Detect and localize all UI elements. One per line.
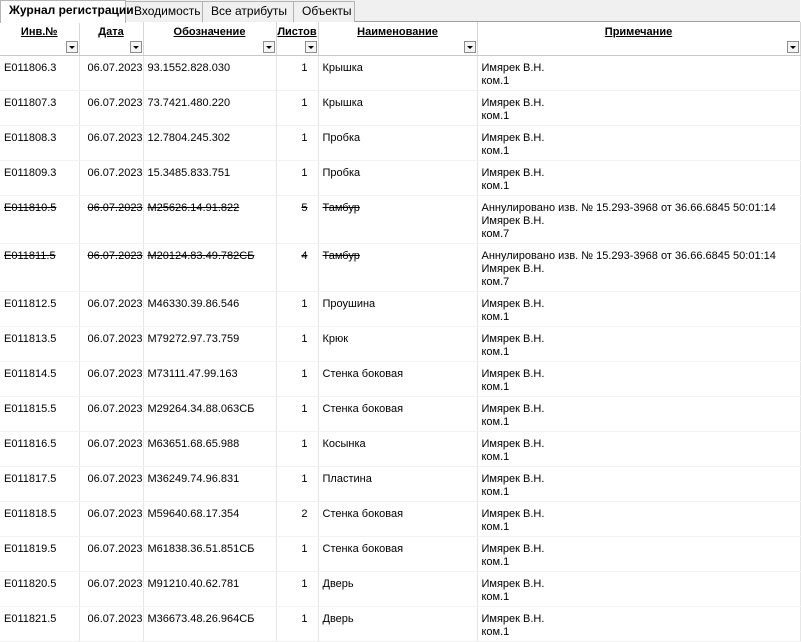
cell-date bbox=[79, 537, 143, 572]
cell-inv bbox=[0, 537, 79, 572]
cell-inv-text: E011806.3 bbox=[4, 62, 57, 74]
cell-inv bbox=[0, 126, 79, 161]
cell-inv-text: E011819.5 bbox=[4, 543, 57, 555]
cell-note bbox=[477, 607, 800, 642]
cell-inv-text: E011810.5 bbox=[4, 202, 57, 214]
table-body bbox=[0, 56, 800, 642]
cell-date-text: 06.07.2023 bbox=[87, 368, 143, 380]
cell-designation bbox=[143, 467, 276, 502]
column-header-inv[interactable] bbox=[0, 22, 79, 56]
cell-inv bbox=[0, 292, 79, 327]
cell-name bbox=[318, 397, 477, 432]
cell-name-text: Дверь bbox=[322, 613, 354, 625]
cell-sheets-text: 1 bbox=[301, 333, 308, 345]
cell-inv-text: E011818.5 bbox=[4, 508, 57, 520]
header-label-date: Дата bbox=[98, 26, 124, 38]
cell-name-text: Пластина bbox=[322, 473, 372, 485]
cell-name-text: Пробка bbox=[322, 132, 361, 144]
note-line: Имярек В.Н. bbox=[481, 132, 545, 144]
cell-sheets bbox=[276, 432, 318, 467]
cell-note bbox=[477, 292, 800, 327]
cell-note bbox=[477, 161, 800, 196]
note-line: Имярек В.Н. bbox=[481, 578, 545, 590]
note-line: ком.7 bbox=[481, 228, 510, 240]
cell-name bbox=[318, 502, 477, 537]
cell-date bbox=[79, 327, 143, 362]
cell-designation bbox=[143, 572, 276, 607]
note-line: ком.1 bbox=[481, 75, 510, 87]
tab-objects[interactable]: Объекты bbox=[293, 1, 355, 22]
filter-dropdown-sheets-icon[interactable] bbox=[305, 41, 317, 53]
cell-note bbox=[477, 467, 800, 502]
cell-inv-text: E011808.3 bbox=[4, 132, 57, 144]
cell-date-text: 06.07.2023 bbox=[87, 508, 143, 520]
table-row[interactable] bbox=[0, 244, 800, 292]
cell-designation-text: 73.7421.480.220 bbox=[147, 97, 231, 109]
note-line: Имярек В.Н. bbox=[481, 473, 545, 485]
table-row[interactable] bbox=[0, 161, 800, 196]
cell-sheets bbox=[276, 362, 318, 397]
note-line: Имярек В.Н. bbox=[481, 333, 545, 345]
cell-note bbox=[477, 56, 800, 91]
note-line: ком.1 bbox=[481, 556, 510, 568]
cell-date-text: 06.07.2023 bbox=[87, 613, 143, 625]
table-row[interactable] bbox=[0, 502, 800, 537]
cell-designation bbox=[143, 56, 276, 91]
cell-date bbox=[79, 362, 143, 397]
tab-all-attributes[interactable]: Все атрибуты bbox=[202, 1, 294, 22]
cell-note bbox=[477, 126, 800, 161]
cell-date-text: 06.07.2023 bbox=[87, 403, 143, 415]
note-line: Имярек В.Н. bbox=[481, 438, 545, 450]
table-row[interactable] bbox=[0, 292, 800, 327]
note-line: Аннулировано изв. № 15.293-3968 от 36.66.6845 50:01:14 bbox=[481, 202, 776, 214]
column-header-name[interactable] bbox=[318, 22, 477, 56]
note-line: Имярек В.Н. bbox=[481, 62, 545, 74]
cell-name bbox=[318, 572, 477, 607]
note-line: Имярек В.Н. bbox=[481, 543, 545, 555]
column-header-designation[interactable] bbox=[143, 22, 276, 56]
filter-dropdown-name-icon[interactable] bbox=[464, 41, 476, 53]
tab-registration-journal[interactable]: Журнал регистрации bbox=[0, 0, 126, 23]
cell-designation bbox=[143, 244, 276, 292]
cell-designation-text: M63651.68.65.988 bbox=[147, 438, 240, 450]
cell-name-text: Тамбур bbox=[322, 250, 360, 262]
cell-date bbox=[79, 126, 143, 161]
note-line: Имярек В.Н. bbox=[481, 403, 545, 415]
cell-designation bbox=[143, 91, 276, 126]
cell-date bbox=[79, 292, 143, 327]
table-row[interactable] bbox=[0, 432, 800, 467]
note-line: Имярек В.Н. bbox=[481, 298, 545, 310]
cell-inv-text: E011821.5 bbox=[4, 613, 57, 625]
cell-inv-text: E011814.5 bbox=[4, 368, 57, 380]
cell-name bbox=[318, 91, 477, 126]
cell-sheets bbox=[276, 572, 318, 607]
cell-inv bbox=[0, 161, 79, 196]
cell-name bbox=[318, 537, 477, 572]
header-label-sheets: Листов bbox=[277, 26, 317, 38]
cell-name bbox=[318, 126, 477, 161]
cell-sheets-text: 1 bbox=[301, 167, 308, 179]
cell-name-text: Стенка боковая bbox=[322, 403, 404, 415]
note-line: ком.1 bbox=[481, 486, 510, 498]
cell-sheets bbox=[276, 126, 318, 161]
cell-designation-text: M61838.36.51.851СБ bbox=[147, 543, 255, 555]
header-label-designation: Обозначение bbox=[173, 26, 246, 38]
cell-note bbox=[477, 91, 800, 126]
cell-designation bbox=[143, 502, 276, 537]
cell-sheets-text: 4 bbox=[301, 250, 308, 262]
cell-date-text: 06.07.2023 bbox=[87, 333, 143, 345]
cell-date bbox=[79, 196, 143, 244]
cell-date-text: 06.07.2023 bbox=[87, 438, 143, 450]
note-line: ком.7 bbox=[481, 276, 510, 288]
cell-date-text: 06.07.2023 bbox=[87, 250, 143, 262]
note-line: Имярек В.Н. bbox=[481, 215, 545, 227]
note-line: Имярек В.Н. bbox=[481, 97, 545, 109]
cell-sheets bbox=[276, 327, 318, 362]
cell-inv bbox=[0, 572, 79, 607]
cell-date bbox=[79, 572, 143, 607]
cell-sheets-text: 1 bbox=[301, 578, 308, 590]
cell-note bbox=[477, 397, 800, 432]
cell-designation-text: 15.3485.833.751 bbox=[147, 167, 231, 179]
cell-sheets-text: 1 bbox=[301, 473, 308, 485]
note-line: ком.1 bbox=[481, 180, 510, 192]
cell-name-text: Стенка боковая bbox=[322, 508, 404, 520]
cell-date bbox=[79, 161, 143, 196]
cell-designation bbox=[143, 327, 276, 362]
note-line: Имярек В.Н. bbox=[481, 368, 545, 380]
cell-inv bbox=[0, 502, 79, 537]
cell-name bbox=[318, 244, 477, 292]
note-line: Аннулировано изв. № 15.293-3968 от 36.66.6845 50:01:14 bbox=[481, 250, 776, 262]
note-line: Имярек В.Н. bbox=[481, 263, 545, 275]
cell-sheets bbox=[276, 56, 318, 91]
cell-sheets-text: 1 bbox=[301, 438, 308, 450]
column-header-date[interactable] bbox=[79, 22, 143, 56]
cell-name bbox=[318, 196, 477, 244]
cell-sheets bbox=[276, 196, 318, 244]
cell-designation bbox=[143, 432, 276, 467]
cell-name bbox=[318, 467, 477, 502]
cell-date-text: 06.07.2023 bbox=[87, 298, 143, 310]
note-line: ком.1 bbox=[481, 145, 510, 157]
cell-designation-text: M29264.34.88.063СБ bbox=[147, 403, 255, 415]
cell-note bbox=[477, 362, 800, 397]
cell-sheets bbox=[276, 161, 318, 196]
cell-date bbox=[79, 91, 143, 126]
cell-inv-text: E011807.3 bbox=[4, 97, 57, 109]
cell-date bbox=[79, 397, 143, 432]
cell-date-text: 06.07.2023 bbox=[87, 132, 143, 144]
cell-designation bbox=[143, 397, 276, 432]
cell-inv bbox=[0, 607, 79, 642]
cell-inv-text: E011811.5 bbox=[4, 250, 56, 262]
cell-sheets bbox=[276, 467, 318, 502]
cell-date bbox=[79, 607, 143, 642]
cell-inv-text: E011812.5 bbox=[4, 298, 57, 310]
cell-designation-text: M25626.14.91.822 bbox=[147, 202, 240, 214]
cell-note bbox=[477, 244, 800, 292]
cell-name-text: Проушина bbox=[322, 298, 376, 310]
cell-sheets-text: 1 bbox=[301, 298, 308, 310]
cell-designation-text: M79272.97.73.759 bbox=[147, 333, 240, 345]
cell-sheets bbox=[276, 502, 318, 537]
cell-sheets bbox=[276, 91, 318, 126]
cell-date bbox=[79, 56, 143, 91]
note-line: ком.1 bbox=[481, 451, 510, 463]
cell-inv-text: E011815.5 bbox=[4, 403, 57, 415]
cell-designation-text: M59640.68.17.354 bbox=[147, 508, 240, 520]
cell-sheets bbox=[276, 537, 318, 572]
table-row[interactable] bbox=[0, 607, 800, 642]
cell-inv-text: E011809.3 bbox=[4, 167, 57, 179]
cell-name-text: Крюк bbox=[322, 333, 349, 345]
cell-sheets-text: 1 bbox=[301, 613, 308, 625]
table-row[interactable] bbox=[0, 397, 800, 432]
note-line: ком.1 bbox=[481, 626, 510, 638]
cell-note bbox=[477, 502, 800, 537]
filter-dropdown-note-icon[interactable] bbox=[787, 41, 799, 53]
cell-name bbox=[318, 56, 477, 91]
cell-sheets-text: 1 bbox=[301, 368, 308, 380]
cell-date-text: 06.07.2023 bbox=[87, 473, 143, 485]
table-row[interactable] bbox=[0, 572, 800, 607]
cell-sheets bbox=[276, 244, 318, 292]
table-row[interactable] bbox=[0, 126, 800, 161]
note-line: Имярек В.Н. bbox=[481, 613, 545, 625]
cell-inv-text: E011816.5 bbox=[4, 438, 57, 450]
table-row[interactable] bbox=[0, 327, 800, 362]
note-line: ком.1 bbox=[481, 591, 510, 603]
cell-sheets bbox=[276, 292, 318, 327]
table-row[interactable] bbox=[0, 91, 800, 126]
note-line: ком.1 bbox=[481, 110, 510, 122]
cell-note bbox=[477, 327, 800, 362]
header-label-inv: Инв.№ bbox=[20, 26, 58, 38]
cell-designation-text: M73111.47.99.163 bbox=[147, 368, 238, 380]
cell-inv bbox=[0, 244, 79, 292]
cell-inv bbox=[0, 362, 79, 397]
cell-designation-text: 12.7804.245.302 bbox=[147, 132, 231, 144]
cell-note bbox=[477, 196, 800, 244]
cell-date bbox=[79, 502, 143, 537]
cell-inv bbox=[0, 327, 79, 362]
column-header-sheets[interactable] bbox=[276, 22, 318, 56]
cell-designation bbox=[143, 161, 276, 196]
cell-note bbox=[477, 537, 800, 572]
cell-designation-text: M91210.40.62.781 bbox=[147, 578, 240, 590]
cell-designation bbox=[143, 362, 276, 397]
cell-designation bbox=[143, 607, 276, 642]
tab-entries[interactable]: Входимость bbox=[125, 1, 203, 22]
cell-name bbox=[318, 607, 477, 642]
cell-sheets bbox=[276, 607, 318, 642]
cell-inv-text: E011820.5 bbox=[4, 578, 57, 590]
registration-grid[interactable] bbox=[0, 22, 800, 638]
cell-sheets-text: 2 bbox=[301, 508, 308, 520]
cell-name bbox=[318, 362, 477, 397]
filter-dropdown-date-icon[interactable] bbox=[130, 41, 142, 53]
cell-inv bbox=[0, 56, 79, 91]
header-row bbox=[0, 22, 800, 56]
cell-date bbox=[79, 467, 143, 502]
cell-note bbox=[477, 572, 800, 607]
table-row[interactable] bbox=[0, 467, 800, 502]
cell-designation bbox=[143, 196, 276, 244]
cell-inv bbox=[0, 432, 79, 467]
cell-designation bbox=[143, 537, 276, 572]
cell-date-text: 06.07.2023 bbox=[87, 578, 143, 590]
note-line: ком.1 bbox=[481, 311, 510, 323]
table-row[interactable] bbox=[0, 537, 800, 572]
header-label-note: Примечание bbox=[604, 26, 673, 38]
cell-name bbox=[318, 161, 477, 196]
cell-inv bbox=[0, 196, 79, 244]
table-row[interactable] bbox=[0, 196, 800, 244]
cell-sheets-text: 1 bbox=[301, 62, 308, 74]
cell-inv-text: E011813.5 bbox=[4, 333, 57, 345]
note-line: Имярек В.Н. bbox=[481, 508, 545, 520]
cell-date-text: 06.07.2023 bbox=[87, 62, 143, 74]
table-row[interactable] bbox=[0, 56, 800, 91]
cell-inv bbox=[0, 91, 79, 126]
cell-inv-text: E011817.5 bbox=[4, 473, 57, 485]
cell-name bbox=[318, 327, 477, 362]
cell-date-text: 06.07.2023 bbox=[87, 202, 143, 214]
cell-designation bbox=[143, 126, 276, 161]
cell-sheets-text: 1 bbox=[301, 543, 308, 555]
cell-date-text: 06.07.2023 bbox=[87, 97, 143, 109]
cell-date bbox=[79, 432, 143, 467]
note-line: ком.1 bbox=[481, 521, 510, 533]
cell-date-text: 06.07.2023 bbox=[87, 543, 143, 555]
cell-sheets-text: 5 bbox=[301, 202, 308, 214]
cell-sheets-text: 1 bbox=[301, 403, 308, 415]
note-line: ком.1 bbox=[481, 416, 510, 428]
cell-designation-text: 93.1552.828.030 bbox=[147, 62, 231, 74]
note-line: ком.1 bbox=[481, 346, 510, 358]
cell-name bbox=[318, 292, 477, 327]
cell-name-text: Крышка bbox=[322, 97, 363, 109]
cell-name bbox=[318, 432, 477, 467]
cell-inv bbox=[0, 397, 79, 432]
cell-designation-text: M36673.48.26.964СБ bbox=[147, 613, 255, 625]
registration-table bbox=[0, 22, 801, 642]
cell-name-text: Дверь bbox=[322, 578, 354, 590]
header-label-name: Наименование bbox=[357, 26, 438, 38]
cell-date bbox=[79, 244, 143, 292]
cell-designation-text: M46330.39.86.546 bbox=[147, 298, 240, 310]
cell-name-text: Тамбур bbox=[322, 202, 360, 214]
cell-note bbox=[477, 432, 800, 467]
note-line: Имярек В.Н. bbox=[481, 167, 545, 179]
cell-designation bbox=[143, 292, 276, 327]
cell-designation-text: M20124.83.49.782СБ bbox=[147, 250, 255, 262]
cell-designation-text: M36249.74.96.831 bbox=[147, 473, 240, 485]
filter-dropdown-inv-icon[interactable] bbox=[66, 41, 78, 53]
column-header-note[interactable] bbox=[477, 22, 800, 56]
note-line: ком.1 bbox=[481, 381, 510, 393]
cell-name-text: Крышка bbox=[322, 62, 363, 74]
cell-name-text: Стенка боковая bbox=[322, 368, 404, 380]
tab-bar bbox=[0, 0, 800, 22]
cell-name-text: Стенка боковая bbox=[322, 543, 404, 555]
cell-inv bbox=[0, 467, 79, 502]
cell-name-text: Пробка bbox=[322, 167, 361, 179]
cell-sheets bbox=[276, 397, 318, 432]
cell-sheets-text: 1 bbox=[301, 97, 308, 109]
table-row[interactable] bbox=[0, 362, 800, 397]
cell-date-text: 06.07.2023 bbox=[87, 167, 143, 179]
cell-sheets-text: 1 bbox=[301, 132, 308, 144]
filter-dropdown-designation-icon[interactable] bbox=[263, 41, 275, 53]
cell-name-text: Косынка bbox=[322, 438, 366, 450]
